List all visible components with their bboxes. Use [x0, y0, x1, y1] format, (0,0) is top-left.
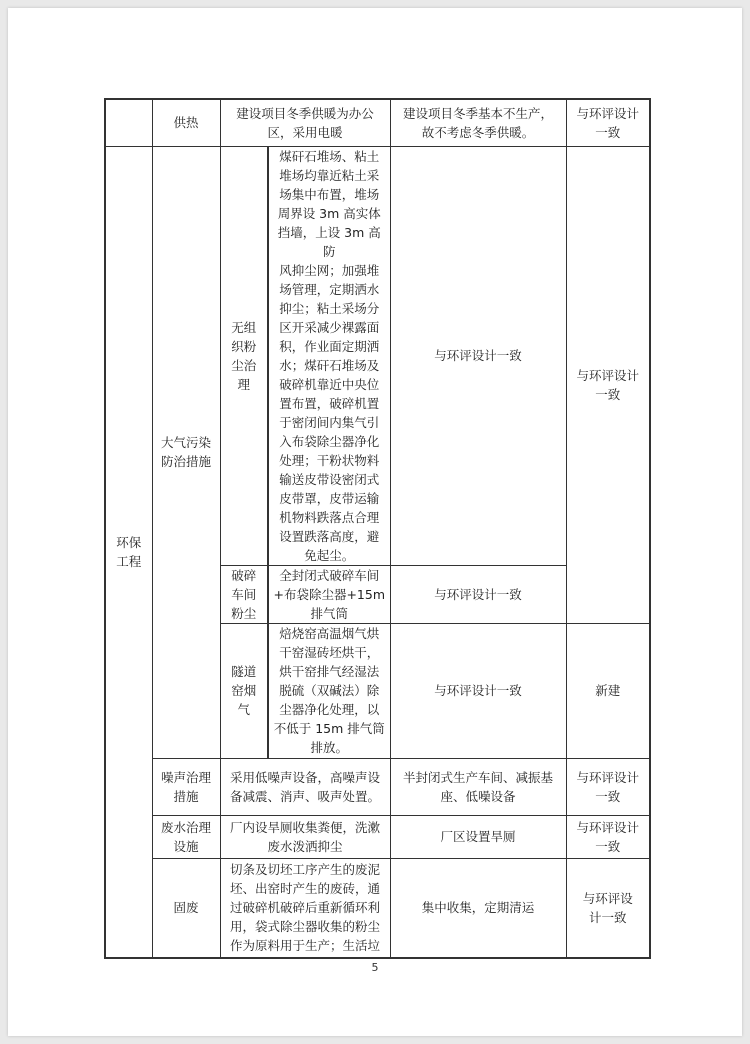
remark-noise: 与环评设计 一致: [566, 758, 650, 815]
page-number: 5: [371, 961, 379, 974]
plan-crushing: 全封闭式破碎车间 +布袋除尘器+15m 排气筒: [268, 565, 390, 623]
remark-heating: 与环评设计 一致: [566, 99, 650, 146]
plan-noise: 采用低噪声设备，高噪声设 备减震、消声、吸声处置。: [220, 758, 390, 815]
empty-group-cell: [105, 99, 152, 146]
actual-kiln: 与环评设计一致: [390, 623, 566, 758]
table-row-solid-waste: [105, 858, 650, 958]
remark-air: 与环评设计 一致: [566, 146, 650, 623]
actual-solid-waste: 集中收集，定期清运: [390, 858, 566, 958]
actual-wastewater: 厂区设置旱厕: [390, 815, 566, 858]
sub-label-kiln: 隧道 窑烟 气: [220, 623, 268, 758]
group-label-env-engineering: 环保 工程: [105, 146, 152, 958]
plan-fugitive: 煤矸石堆场、粘土 堆场均靠近粘土采 场集中布置，堆场 周界设 3m 高实体 挡墙，上设 3m 高防 风抑尘网；加强堆 场管理，定期洒水 抑尘；粘土采场分 区开采减少裸露面 积，作业面定期洒 水；煤矸石堆场及 破碎机靠近中央位 置布置，破碎机置 于密闭间内集气引 入布袋除尘器净化 处理；干粉状物料 输送皮带设密闭式 皮带罩，皮带运输 机物料跌落点合理 设置跌落高度，避 免起尘。: [268, 146, 390, 565]
document-page: [8, 8, 742, 1036]
plan-heating: 建设项目冬季供暖为办公 区，采用电暖: [220, 99, 390, 146]
remark-wastewater: 与环评设计 一致: [566, 815, 650, 858]
sub-label-crushing: 破碎 车间 粉尘: [220, 565, 268, 623]
remark-kiln: 新建: [566, 623, 650, 758]
actual-noise: 半封闭式生产车间、减振基 座、低噪设备: [390, 758, 566, 815]
table-row-wastewater: [105, 815, 650, 858]
sub-label-fugitive: 无组 织粉 尘治 理: [220, 146, 268, 565]
remark-solid-waste: 与环评设 计一致: [566, 858, 650, 958]
actual-crushing: 与环评设计一致: [390, 565, 566, 623]
row-label-solid-waste: 固废: [152, 858, 220, 958]
table-row-fugitive-dust: [105, 146, 650, 565]
environmental-acceptance-table: [104, 98, 651, 959]
row-label-wastewater: 废水治理 设施: [152, 815, 220, 858]
plan-kiln: 焙烧窑高温烟气烘 干窑湿砖坯烘干， 烘干窑排气经湿法 脱硫（双碱法）除 尘器净化处理，以 不低于 15m 排气筒 排放。: [268, 623, 390, 758]
plan-solid-waste: 切条及切坯工序产生的废泥 坯、出窑时产生的废砖，通 过破碎机破碎后重新循环利 用，袋式除尘器收集的粉尘 作为原料用于生产；生活垃: [220, 858, 390, 958]
row-label-noise: 噪声治理 措施: [152, 758, 220, 815]
table-row-noise: [105, 758, 650, 815]
actual-heating: 建设项目冬季基本不生产， 故不考虑冬季供暖。: [390, 99, 566, 146]
table-row-heating: [105, 99, 650, 146]
plan-wastewater: 厂内设旱厕收集粪便，洗漱 废水泼洒抑尘: [220, 815, 390, 858]
row-label-air-pollution: 大气污染 防治措施: [152, 146, 220, 758]
actual-fugitive: 与环评设计一致: [390, 146, 566, 565]
row-label-heating: 供热: [152, 99, 220, 146]
